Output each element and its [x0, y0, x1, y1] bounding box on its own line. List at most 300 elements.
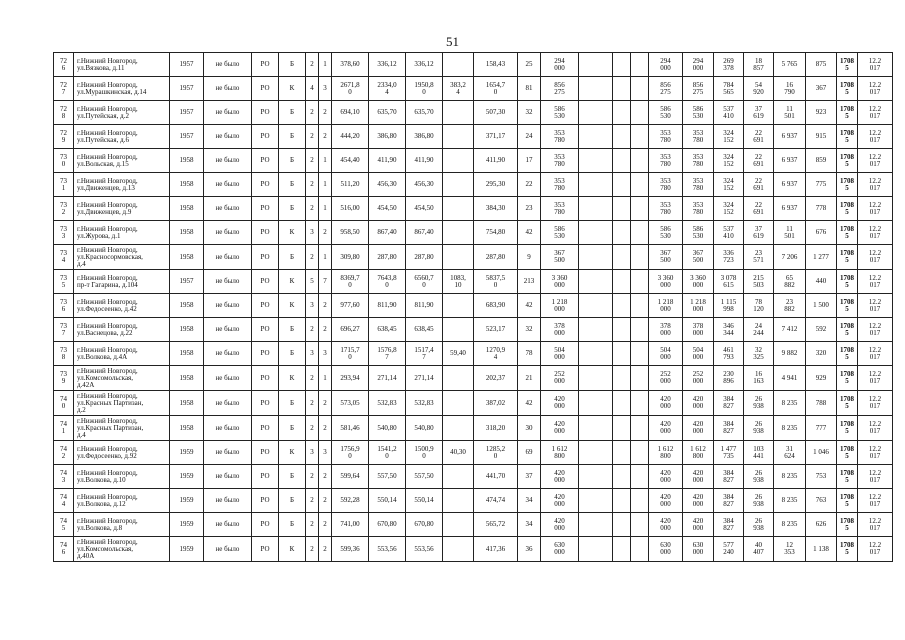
cell-cost-total: 420 000 [541, 489, 579, 513]
cell-entrances: 2 [319, 391, 332, 416]
cell-residents: 30 [518, 416, 541, 441]
cell-c4: 103 441 [744, 441, 774, 465]
cell-form: РО [252, 318, 279, 342]
cell-area-nonres [443, 489, 474, 513]
cell-year: 1957 [170, 53, 204, 77]
cell-area-res: 1500,9 0 [406, 441, 443, 465]
cell-year: 1959 [170, 489, 204, 513]
cell-area-nonres: 383,2 4 [443, 77, 474, 101]
cell-c5: 6 937 [774, 149, 806, 173]
cell-c3: 384 827 [714, 391, 744, 416]
cell-c8: 12.2 017 [858, 465, 893, 489]
cell-year: 1957 [170, 125, 204, 149]
cell-c4: 37 619 [744, 101, 774, 125]
cell-c2: 586 530 [683, 101, 714, 125]
cell-material: Б [279, 489, 306, 513]
cell-address: г.Нижний Новгород, ул.Комсомольская, д.40А [74, 537, 170, 562]
cell-repair: не было [204, 318, 252, 342]
cell-v3 [631, 465, 649, 489]
cell-v1 [579, 173, 613, 197]
cell-v3 [631, 513, 649, 537]
table-row [54, 465, 893, 489]
cell-area-res: 271,14 [406, 366, 443, 391]
cell-floors: 2 [306, 366, 319, 391]
cell-repair: не было [204, 342, 252, 366]
cell-v1 [579, 366, 613, 391]
cell-area-total: 309,80 [332, 245, 369, 270]
cell-c6: 592 [806, 318, 837, 342]
cell-area-living: 557,50 [369, 465, 406, 489]
cell-address: г.Нижний Новгород, ул.Красных Партизан, д.4 [74, 416, 170, 441]
cell-c3: 269 378 [714, 53, 744, 77]
cell-year: 1958 [170, 294, 204, 318]
cell-c3: 3 078 615 [714, 270, 744, 294]
cell-cost-total: 420 000 [541, 465, 579, 489]
cell-repair: не было [204, 173, 252, 197]
cell-repair: не было [204, 53, 252, 77]
cell-year: 1959 [170, 441, 204, 465]
cell-c6: 440 [806, 270, 837, 294]
cell-residents: 34 [518, 489, 541, 513]
cell-c7: 1708 5 [837, 391, 858, 416]
cell-area-living: 456,30 [369, 173, 406, 197]
cell-repair: не было [204, 245, 252, 270]
table-row [54, 391, 893, 416]
cell-c5: 16 790 [774, 77, 806, 101]
cell-c1: 420 000 [649, 513, 683, 537]
cell-area-total: 1756,9 0 [332, 441, 369, 465]
cell-entrances: 7 [319, 270, 332, 294]
cell-address: г.Нижний Новгород, ул.Комсомольская, д.42А [74, 366, 170, 391]
cell-floors: 2 [306, 173, 319, 197]
cell-repair: не было [204, 221, 252, 245]
cell-c6: 626 [806, 513, 837, 537]
cell-area-priv: 5837,5 0 [474, 270, 518, 294]
cell-c6: 753 [806, 465, 837, 489]
table-row [54, 53, 893, 77]
cell-c6: 859 [806, 149, 837, 173]
cell-repair: не было [204, 366, 252, 391]
cell-floors: 2 [306, 197, 319, 221]
cell-c7: 1708 5 [837, 53, 858, 77]
table-row [54, 101, 893, 125]
cell-form: РО [252, 101, 279, 125]
cell-area-res: 287,80 [406, 245, 443, 270]
cell-c3: 324 152 [714, 197, 744, 221]
cell-c3: 537 410 [714, 221, 744, 245]
table-row [54, 270, 893, 294]
cell-no: 72 6 [54, 53, 74, 77]
cell-area-nonres: 40,30 [443, 441, 474, 465]
cell-form: РО [252, 125, 279, 149]
cell-c6: 1 138 [806, 537, 837, 562]
cell-c1: 1 612 800 [649, 441, 683, 465]
cell-cost-total: 353 780 [541, 197, 579, 221]
cell-area-living: 532,83 [369, 391, 406, 416]
cell-no: 74 5 [54, 513, 74, 537]
cell-floors: 2 [306, 489, 319, 513]
cell-c4: 26 938 [744, 391, 774, 416]
cell-area-res: 635,70 [406, 101, 443, 125]
cell-c2: 420 000 [683, 465, 714, 489]
cell-cost-total: 630 000 [541, 537, 579, 562]
cell-no: 73 6 [54, 294, 74, 318]
cell-v2 [613, 270, 631, 294]
cell-c5: 9 882 [774, 342, 806, 366]
cell-c7: 1708 5 [837, 149, 858, 173]
cell-material: К [279, 441, 306, 465]
cell-area-nonres [443, 294, 474, 318]
cell-area-total: 293,94 [332, 366, 369, 391]
cell-area-res: 454,50 [406, 197, 443, 221]
cell-c3: 384 827 [714, 465, 744, 489]
cell-area-living: 1576,8 7 [369, 342, 406, 366]
cell-c7: 1708 5 [837, 221, 858, 245]
cell-c7: 1708 5 [837, 537, 858, 562]
table-row [54, 416, 893, 441]
cell-c8: 12.2 017 [858, 149, 893, 173]
cell-v2 [613, 391, 631, 416]
cell-v2 [613, 294, 631, 318]
cell-year: 1957 [170, 270, 204, 294]
cell-floors: 3 [306, 294, 319, 318]
cell-year: 1958 [170, 391, 204, 416]
cell-area-priv: 1654,7 0 [474, 77, 518, 101]
cell-repair: не было [204, 197, 252, 221]
cell-no: 73 2 [54, 197, 74, 221]
cell-area-priv: 754,80 [474, 221, 518, 245]
cell-area-total: 696,27 [332, 318, 369, 342]
cell-cost-total: 420 000 [541, 391, 579, 416]
cell-area-res: 557,50 [406, 465, 443, 489]
cell-v2 [613, 173, 631, 197]
cell-cost-total: 367 500 [541, 245, 579, 270]
cell-c7: 1708 5 [837, 513, 858, 537]
cell-c2: 856 275 [683, 77, 714, 101]
cell-floors: 5 [306, 270, 319, 294]
cell-cost-total: 420 000 [541, 513, 579, 537]
cell-c3: 384 827 [714, 416, 744, 441]
cell-form: РО [252, 465, 279, 489]
cell-entrances: 3 [319, 441, 332, 465]
cell-no: 72 9 [54, 125, 74, 149]
cell-material: Б [279, 101, 306, 125]
cell-c6: 929 [806, 366, 837, 391]
cell-c8: 12.2 017 [858, 513, 893, 537]
cell-c2: 1 612 800 [683, 441, 714, 465]
cell-c1: 353 780 [649, 125, 683, 149]
cell-no: 72 7 [54, 77, 74, 101]
cell-c4: 22 691 [744, 149, 774, 173]
cell-no: 74 0 [54, 391, 74, 416]
cell-entrances: 2 [319, 465, 332, 489]
cell-c3: 384 827 [714, 513, 744, 537]
cell-v3 [631, 173, 649, 197]
cell-form: РО [252, 270, 279, 294]
cell-entrances: 2 [319, 416, 332, 441]
cell-v2 [613, 221, 631, 245]
cell-v3 [631, 318, 649, 342]
cell-repair: не было [204, 489, 252, 513]
cell-floors: 2 [306, 416, 319, 441]
cell-v2 [613, 101, 631, 125]
cell-area-nonres [443, 465, 474, 489]
cell-c5: 6 937 [774, 125, 806, 149]
cell-address: г.Нижний Новгород, ул.Путейская, д.2 [74, 101, 170, 125]
cell-v2 [613, 197, 631, 221]
cell-material: Б [279, 391, 306, 416]
cell-address: г.Нижний Новгород, пр-т Гагарина, д.104 [74, 270, 170, 294]
cell-form: РО [252, 197, 279, 221]
cell-material: Б [279, 53, 306, 77]
cell-form: РО [252, 53, 279, 77]
cell-cost-total: 1 612 800 [541, 441, 579, 465]
cell-address: г.Нижний Новгород, ул.Путейская, д.6 [74, 125, 170, 149]
cell-c1: 856 275 [649, 77, 683, 101]
cell-form: РО [252, 294, 279, 318]
cell-residents: 25 [518, 53, 541, 77]
cell-area-total: 8369,7 0 [332, 270, 369, 294]
cell-residents: 42 [518, 221, 541, 245]
cell-c7: 1708 5 [837, 465, 858, 489]
cell-cost-total: 586 530 [541, 101, 579, 125]
cell-c2: 586 530 [683, 221, 714, 245]
cell-repair: не было [204, 101, 252, 125]
cell-area-total: 2671,8 0 [332, 77, 369, 101]
cell-no: 74 6 [54, 537, 74, 562]
cell-c5: 11 501 [774, 221, 806, 245]
cell-year: 1958 [170, 366, 204, 391]
table-row [54, 197, 893, 221]
cell-c5: 4 941 [774, 366, 806, 391]
cell-entrances: 2 [319, 101, 332, 125]
cell-entrances: 1 [319, 366, 332, 391]
cell-floors: 2 [306, 53, 319, 77]
cell-c2: 353 780 [683, 149, 714, 173]
cell-area-living: 553,56 [369, 537, 406, 562]
cell-year: 1959 [170, 465, 204, 489]
cell-c8: 12.2 017 [858, 416, 893, 441]
cell-c8: 12.2 017 [858, 125, 893, 149]
cell-c1: 378 000 [649, 318, 683, 342]
cell-repair: не было [204, 513, 252, 537]
cell-no: 73 4 [54, 245, 74, 270]
cell-cost-total: 353 780 [541, 125, 579, 149]
cell-c8: 12.2 017 [858, 53, 893, 77]
cell-c2: 353 780 [683, 125, 714, 149]
cell-area-living: 386,80 [369, 125, 406, 149]
cell-c4: 22 691 [744, 197, 774, 221]
cell-area-total: 444,20 [332, 125, 369, 149]
cell-c8: 12.2 017 [858, 270, 893, 294]
table-row [54, 513, 893, 537]
cell-area-res: 411,90 [406, 149, 443, 173]
cell-residents: 42 [518, 391, 541, 416]
cell-area-living: 411,90 [369, 149, 406, 173]
cell-form: РО [252, 173, 279, 197]
cell-area-living: 271,14 [369, 366, 406, 391]
cell-area-living: 635,70 [369, 101, 406, 125]
cell-material: Б [279, 125, 306, 149]
cell-floors: 3 [306, 221, 319, 245]
cell-floors: 3 [306, 342, 319, 366]
cell-residents: 42 [518, 294, 541, 318]
cell-material: Б [279, 197, 306, 221]
cell-residents: 23 [518, 197, 541, 221]
cell-v1 [579, 221, 613, 245]
cell-area-priv: 295,30 [474, 173, 518, 197]
cell-v1 [579, 149, 613, 173]
table-row [54, 537, 893, 562]
cell-c1: 420 000 [649, 465, 683, 489]
cell-area-nonres [443, 221, 474, 245]
table-row [54, 489, 893, 513]
cell-material: К [279, 537, 306, 562]
cell-v3 [631, 416, 649, 441]
cell-c5: 8 235 [774, 416, 806, 441]
cell-cost-total: 353 780 [541, 149, 579, 173]
cell-material: Б [279, 318, 306, 342]
cell-v3 [631, 245, 649, 270]
cell-area-total: 1715,7 0 [332, 342, 369, 366]
cell-area-total: 599,64 [332, 465, 369, 489]
cell-v1 [579, 53, 613, 77]
cell-c8: 12.2 017 [858, 441, 893, 465]
cell-c4: 37 619 [744, 221, 774, 245]
cell-repair: не было [204, 149, 252, 173]
cell-area-priv: 565,72 [474, 513, 518, 537]
cell-c7: 1708 5 [837, 125, 858, 149]
cell-v1 [579, 197, 613, 221]
cell-c7: 1708 5 [837, 245, 858, 270]
cell-c8: 12.2 017 [858, 294, 893, 318]
cell-form: РО [252, 149, 279, 173]
cell-residents: 34 [518, 513, 541, 537]
cell-area-res: 550,14 [406, 489, 443, 513]
cell-c4: 23 571 [744, 245, 774, 270]
cell-entrances: 1 [319, 53, 332, 77]
cell-material: К [279, 221, 306, 245]
cell-residents: 17 [518, 149, 541, 173]
cell-floors: 2 [306, 513, 319, 537]
cell-floors: 2 [306, 465, 319, 489]
cell-c3: 1 477 735 [714, 441, 744, 465]
cell-form: РО [252, 366, 279, 391]
cell-material: Б [279, 416, 306, 441]
cell-c5: 65 882 [774, 270, 806, 294]
cell-no: 72 8 [54, 101, 74, 125]
cell-c4: 32 325 [744, 342, 774, 366]
cell-v1 [579, 245, 613, 270]
cell-address: г.Нижний Новгород, ул.Журова, д.1 [74, 221, 170, 245]
cell-c7: 1708 5 [837, 101, 858, 125]
cell-material: К [279, 366, 306, 391]
cell-c6: 763 [806, 489, 837, 513]
cell-area-res: 638,45 [406, 318, 443, 342]
cell-c7: 1708 5 [837, 294, 858, 318]
cell-form: РО [252, 342, 279, 366]
cell-area-nonres [443, 173, 474, 197]
cell-repair: не было [204, 391, 252, 416]
cell-repair: не было [204, 125, 252, 149]
cell-c4: 24 244 [744, 318, 774, 342]
table-row [54, 441, 893, 465]
cell-c5: 8 235 [774, 391, 806, 416]
cell-address: г.Нижний Новгород, ул.Волкова, д.8 [74, 513, 170, 537]
cell-v3 [631, 197, 649, 221]
table-row [54, 77, 893, 101]
cell-c8: 12.2 017 [858, 245, 893, 270]
cell-c4: 215 503 [744, 270, 774, 294]
cell-c5: 23 882 [774, 294, 806, 318]
cell-cost-total: 856 275 [541, 77, 579, 101]
cell-material: К [279, 77, 306, 101]
cell-residents: 32 [518, 101, 541, 125]
cell-area-priv: 202,37 [474, 366, 518, 391]
cell-address: г.Нижний Новгород, ул.Федосеенко, д.42 [74, 294, 170, 318]
cell-residents: 213 [518, 270, 541, 294]
cell-no: 74 4 [54, 489, 74, 513]
cell-cost-total: 252 000 [541, 366, 579, 391]
cell-c7: 1708 5 [837, 441, 858, 465]
cell-c7: 1708 5 [837, 270, 858, 294]
cell-c1: 420 000 [649, 489, 683, 513]
cell-cost-total: 504 000 [541, 342, 579, 366]
cell-c1: 630 000 [649, 537, 683, 562]
cell-c1: 353 780 [649, 173, 683, 197]
cell-area-nonres [443, 245, 474, 270]
cell-cost-total: 353 780 [541, 173, 579, 197]
cell-no: 73 8 [54, 342, 74, 366]
cell-v1 [579, 489, 613, 513]
cell-area-total: 977,60 [332, 294, 369, 318]
cell-c2: 420 000 [683, 391, 714, 416]
cell-v1 [579, 270, 613, 294]
cell-area-nonres [443, 318, 474, 342]
cell-address: г.Нижний Новгород, ул.Волкова, д.10 [74, 465, 170, 489]
cell-form: РО [252, 77, 279, 101]
cell-c7: 1708 5 [837, 318, 858, 342]
cell-c2: 252 000 [683, 366, 714, 391]
cell-v1 [579, 513, 613, 537]
cell-material: Б [279, 245, 306, 270]
cell-area-living: 540,80 [369, 416, 406, 441]
cell-area-nonres [443, 101, 474, 125]
cell-area-nonres [443, 513, 474, 537]
cell-c8: 12.2 017 [858, 173, 893, 197]
cell-c7: 1708 5 [837, 77, 858, 101]
cell-v2 [613, 465, 631, 489]
cell-c1: 252 000 [649, 366, 683, 391]
cell-area-res: 1950,8 0 [406, 77, 443, 101]
table-row [54, 245, 893, 270]
cell-entrances: 1 [319, 149, 332, 173]
cell-c1: 504 000 [649, 342, 683, 366]
cell-c3: 324 152 [714, 149, 744, 173]
cell-address: г.Нижний Новгород, ул.Волкова, д.12 [74, 489, 170, 513]
cell-area-priv: 683,90 [474, 294, 518, 318]
cell-year: 1958 [170, 318, 204, 342]
cell-address: г.Нижний Новгород, ул.Волкова, д.4А [74, 342, 170, 366]
cell-cost-total: 1 218 000 [541, 294, 579, 318]
cell-entrances: 2 [319, 318, 332, 342]
cell-v1 [579, 318, 613, 342]
cell-entrances: 2 [319, 513, 332, 537]
cell-no: 73 1 [54, 173, 74, 197]
cell-cost-total: 586 530 [541, 221, 579, 245]
cell-year: 1958 [170, 342, 204, 366]
cell-c6: 778 [806, 197, 837, 221]
